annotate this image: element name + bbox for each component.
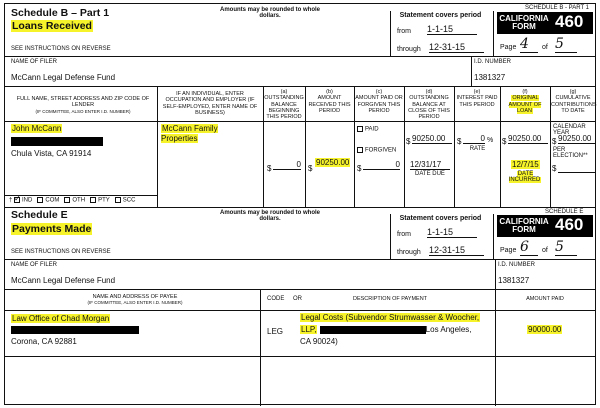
forgiven-checkbox[interactable] [357,147,363,153]
schedule-b-rounded-note: Amounts may be rounded to whole dollars. [220,7,321,19]
filer-label-e: NAME OF FILER [11,262,58,268]
col-c-dollar: $ [357,164,362,173]
payment-description-line2: LLP, Los Angeles, [301,325,472,334]
schedule-e-corner-label: SCHEDULE E [545,209,584,215]
rate-label: RATE [469,146,486,152]
redacted-subvendor-address [320,326,426,334]
com-checkbox[interactable] [37,197,43,203]
id-value-e: 1381327 [498,276,530,285]
col-occupation-header: IF AN INDIVIDUAL, ENTER OCCUPATION AND EMPLOYER (IF SELF-EMPLOYED, ENTER NAME OF BUSINESS) [162,91,258,116]
page-label-e: Page [500,247,517,254]
col-a-header: (a) OUTSTANDING BALANCE BEGINNING THIS PERIOD [264,89,304,121]
contributor-type-checkboxes: † ✓ IND COM OTH PTY SCC [9,197,135,204]
of-value-b: 5 [555,36,577,53]
id-label-e: I.D. NUMBER [498,262,536,268]
payment-description-line1: Legal Costs (Subvendor Strumwasser & Woocher, [301,313,480,322]
col-g-dollar: $ [552,137,557,146]
of-label-b: of [542,44,548,51]
from-value-e: 1-1-15 [427,227,477,238]
filer-value-e: McCann Legal Defense Fund [11,276,116,285]
id-value-b: 1381327 [474,73,506,82]
from-label-b: from [397,28,411,35]
lender-city: Chula Vista, CA 91914 [11,149,92,158]
page-label-b: Page [500,44,517,51]
payee-city: Corona, CA 92881 [11,337,77,346]
col-lender-header: FULL NAME, STREET ADDRESS AND ZIP CODE OF LENDER (IF COMMITTEE, ALSO ENTER I.D. NUMBER) [16,96,150,114]
see-instructions-e: SEE INSTRUCTIONS ON REVERSE [11,249,111,255]
col-payee-header: NAME AND ADDRESS OF PAYEE (IF COMMITTEE, ALSO ENTER I.D. NUMBER) [87,294,183,306]
col-b-dollar: $ [308,164,313,173]
of-value-e: 5 [555,239,577,256]
form-page [4,3,596,405]
col-g-value: 90250.00 [558,134,595,144]
pty-checkbox[interactable] [90,197,96,203]
lender-name: John McCann [12,124,62,133]
period-label-b: Statement covers period [399,12,482,19]
per-election-label: PER ELECTION** [553,147,588,159]
schedule-e-rounded-note: Amounts may be rounded to whole dollars. [220,210,321,222]
calendar-year-label: CALENDAR YEAR [553,124,586,136]
ind-checkbox[interactable] [14,197,20,203]
col-e-percent: % [487,137,494,144]
redacted-payee-address [11,326,139,334]
col-code-header: CODE [267,296,285,302]
id-label-b: I.D. NUMBER [474,59,512,65]
schedule-e-subtitle: Payments Made [12,223,92,235]
from-label-e: from [397,231,411,238]
col-f-dollar: $ [502,137,507,146]
col-amount-header: AMOUNT PAID [526,296,564,302]
payment-code: LEG [267,327,284,336]
filer-value-b: McCann Legal Defense Fund [11,73,116,82]
amount-paid: 90000.00 [528,325,562,334]
col-g-header: (g) CUMULATIVE CONTRIBUTIONS TO DATE [551,89,597,114]
col-a-dollar: $ [267,164,272,173]
scc-checkbox[interactable] [115,197,121,203]
of-label-e: of [542,247,548,254]
schedule-b-title: Schedule B – Part 1 [11,7,110,19]
schedule-e-title: Schedule E [11,209,68,221]
col-b-header: (b) AMOUNT RECEIVED THIS PERIOD [308,89,351,114]
paid-checkbox[interactable] [357,126,363,132]
payment-description-line3: CA 90024) [300,337,338,346]
through-label-b: through [397,46,421,53]
page-value-b: 4 [520,36,538,53]
col-f-value: 90250.00 [508,134,548,144]
col-d-header: (d) OUTSTANDING BALANCE AT CLOSE OF THIS PERIOD [408,89,450,121]
redacted-lender-address [11,137,103,146]
form-460-badge-e: CALIFORNIA FORM 460 [497,215,593,237]
col-or-header: OR [293,296,302,302]
col-c-value: 0 [363,160,400,170]
form-460-badge-b: CALIFORNIA FORM 460 [497,12,593,34]
through-value-e: 12-31-15 [429,245,484,256]
per-election-dollar: $ [552,164,557,173]
page-value-e: 6 [520,239,538,256]
date-incurred: 12/7/15 [512,160,539,169]
schedule-b-subtitle: Loans Received [12,20,92,32]
oth-checkbox[interactable] [64,197,70,203]
lender-occupation: McCann Family Properties [161,124,218,143]
from-value-b: 1-1-15 [427,24,477,35]
col-e-header: (e) INTEREST PAID THIS PERIOD [456,89,498,108]
col-f-header: (f) ORIGINAL AMOUNT OF LOAN [508,89,542,114]
see-instructions-b: SEE INSTRUCTIONS ON REVERSE [11,46,111,52]
filer-label-b: NAME OF FILER [11,59,58,65]
col-b-value: 90250.00 [316,158,350,167]
through-label-e: through [397,249,421,256]
col-a-value: 0 [273,160,301,170]
col-d-value: 90250.00 [412,134,452,144]
schedule-b-corner-label: SCHEDULE B - PART 1 [525,5,590,11]
date-incurred-label: DATE INCURRED [508,171,541,183]
period-label-e: Statement covers period [399,215,482,222]
col-description-header: DESCRIPTION OF PAYMENT [352,296,428,302]
due-date-label: DATE DUE [415,171,445,177]
col-e-dollar: $ [457,137,462,146]
paid-option: PAID [357,126,379,133]
due-date: 12/31/17 [410,160,450,170]
payee-name: Law Office of Chad Morgan [12,314,110,323]
col-c-header: (c) AMOUNT PAID OR FORGIVEN THIS PERIOD [355,89,403,114]
col-e-value: 0 [463,134,485,144]
col-d-dollar: $ [406,137,411,146]
forgiven-option: FORGIVEN [357,147,396,154]
through-value-b: 12-31-15 [429,42,484,53]
